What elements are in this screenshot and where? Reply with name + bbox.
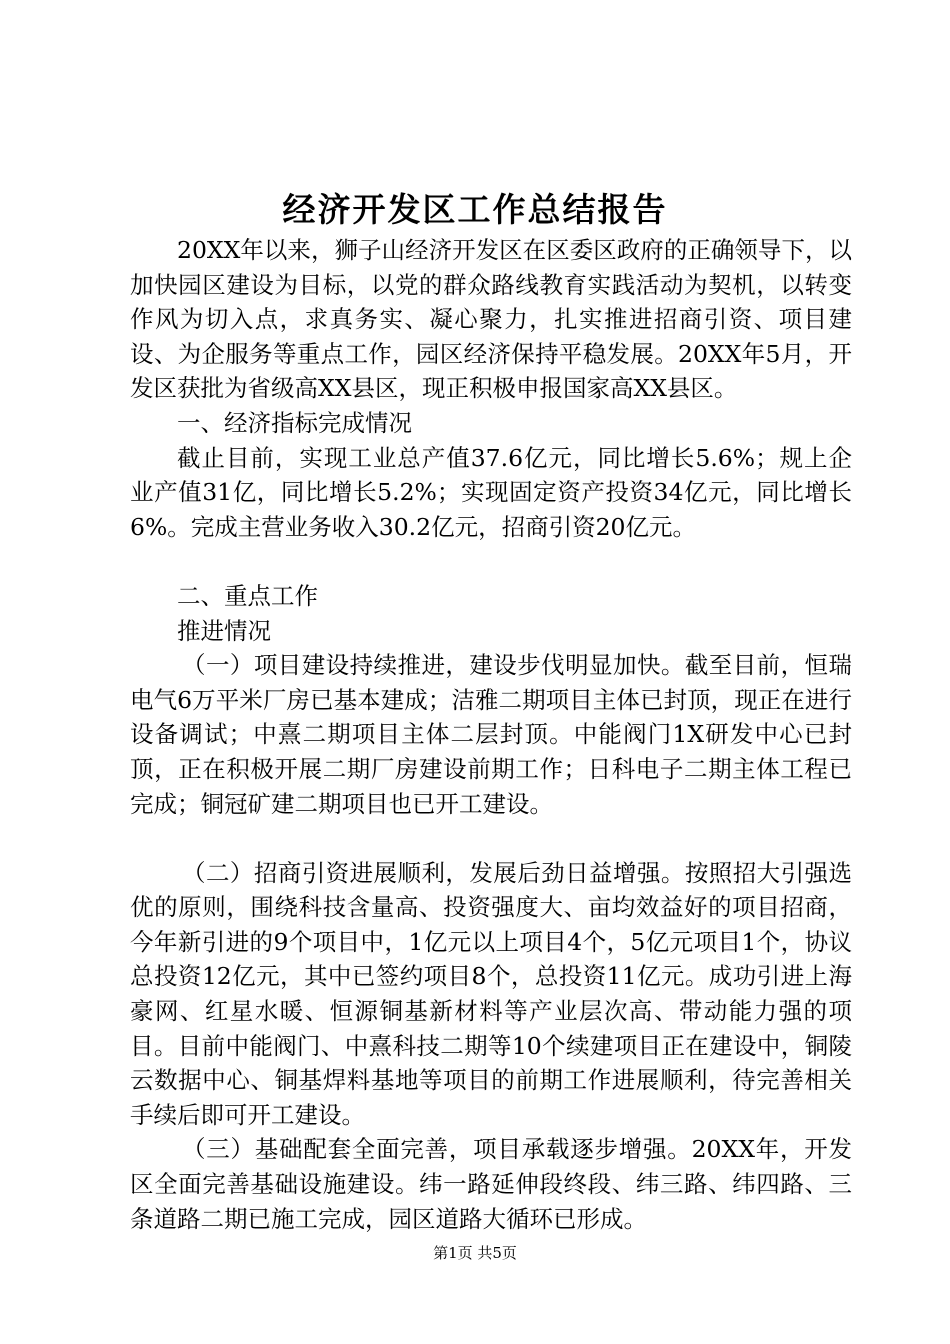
document-body <box>130 233 852 1236</box>
paragraph-gap <box>130 544 852 579</box>
section-heading-economic-indicators: 一、经济指标完成情况 <box>177 408 412 437</box>
section-heading-key-work: 二、重点工作 <box>177 581 318 610</box>
paragraph-gap <box>130 821 852 856</box>
page-number-footer: 第1页 共5页 <box>433 1244 517 1262</box>
item-project-construction-paragraph: （一）项目建设持续推进，建设步伐明显加快。截至目前，恒瑞电气6万平米厂房已基本建成；洁雅二期项目主体已封顶，现正在进行设备调试；中熹二期项目主体二层封顶。中能阀门1X研发中心已封顶，正在积极开展二期厂房建设前期工作；日科电子二期主体工程已完成；铜冠矿建二期项目也已开工建设。 <box>130 651 852 818</box>
subheading-progress: 推进情况 <box>177 616 271 645</box>
intro-paragraph: 20XX年以来，狮子山经济开发区在区委区政府的正确领导下，以加快园区建设为目标，以党的群众路线教育实践活动为契机，以转变作风为切入点，求真务实、凝心聚力，扎实推进招商引资、项目建设、为企服务等重点工作，园区经济保持平稳发展。20XX年5月，开发区获批为省级高XX县区，现正积极申报国家高XX县区。 <box>130 236 852 403</box>
item-infrastructure-paragraph: （三）基础配套全面完善，项目承载逐步增强。20XX年，开发区全面完善基础设施建设。纬一路延伸段终段、纬三路、纬四路、三条道路二期已施工完成，园区道路大循环已形成。 <box>130 1135 852 1233</box>
economic-indicators-paragraph: 截止目前，实现工业总产值37.6亿元，同比增长5.6%；规上企业产值31亿，同比增长5.2%；实现固定资产投资34亿元，同比增长6%。完成主营业务收入30.2亿元，招商引资20亿元。 <box>130 443 852 541</box>
document-title: 经济开发区工作总结报告 <box>282 190 668 229</box>
item-investment-paragraph: （二）招商引资进展顺利，发展后劲日益增强。按照招大引强选优的原则，围绕科技含量高、投资强度大、亩均效益好的项目招商，今年新引进的9个项目中，1亿元以上项目4个，5亿元项目1个，协议总投资12亿元，其中已签约项目8个，总投资11亿元。成功引进上海豪网、红星水暖、恒源铜基新材料等产业层次高、带动能力强的项目。目前中能阀门、中熹科技二期等10个续建项目正在建设中，铜陵云数据中心、铜基焊料基地等项目的前期工作进展顺利，待完善相关手续后即可开工建设。 <box>130 858 852 1129</box>
